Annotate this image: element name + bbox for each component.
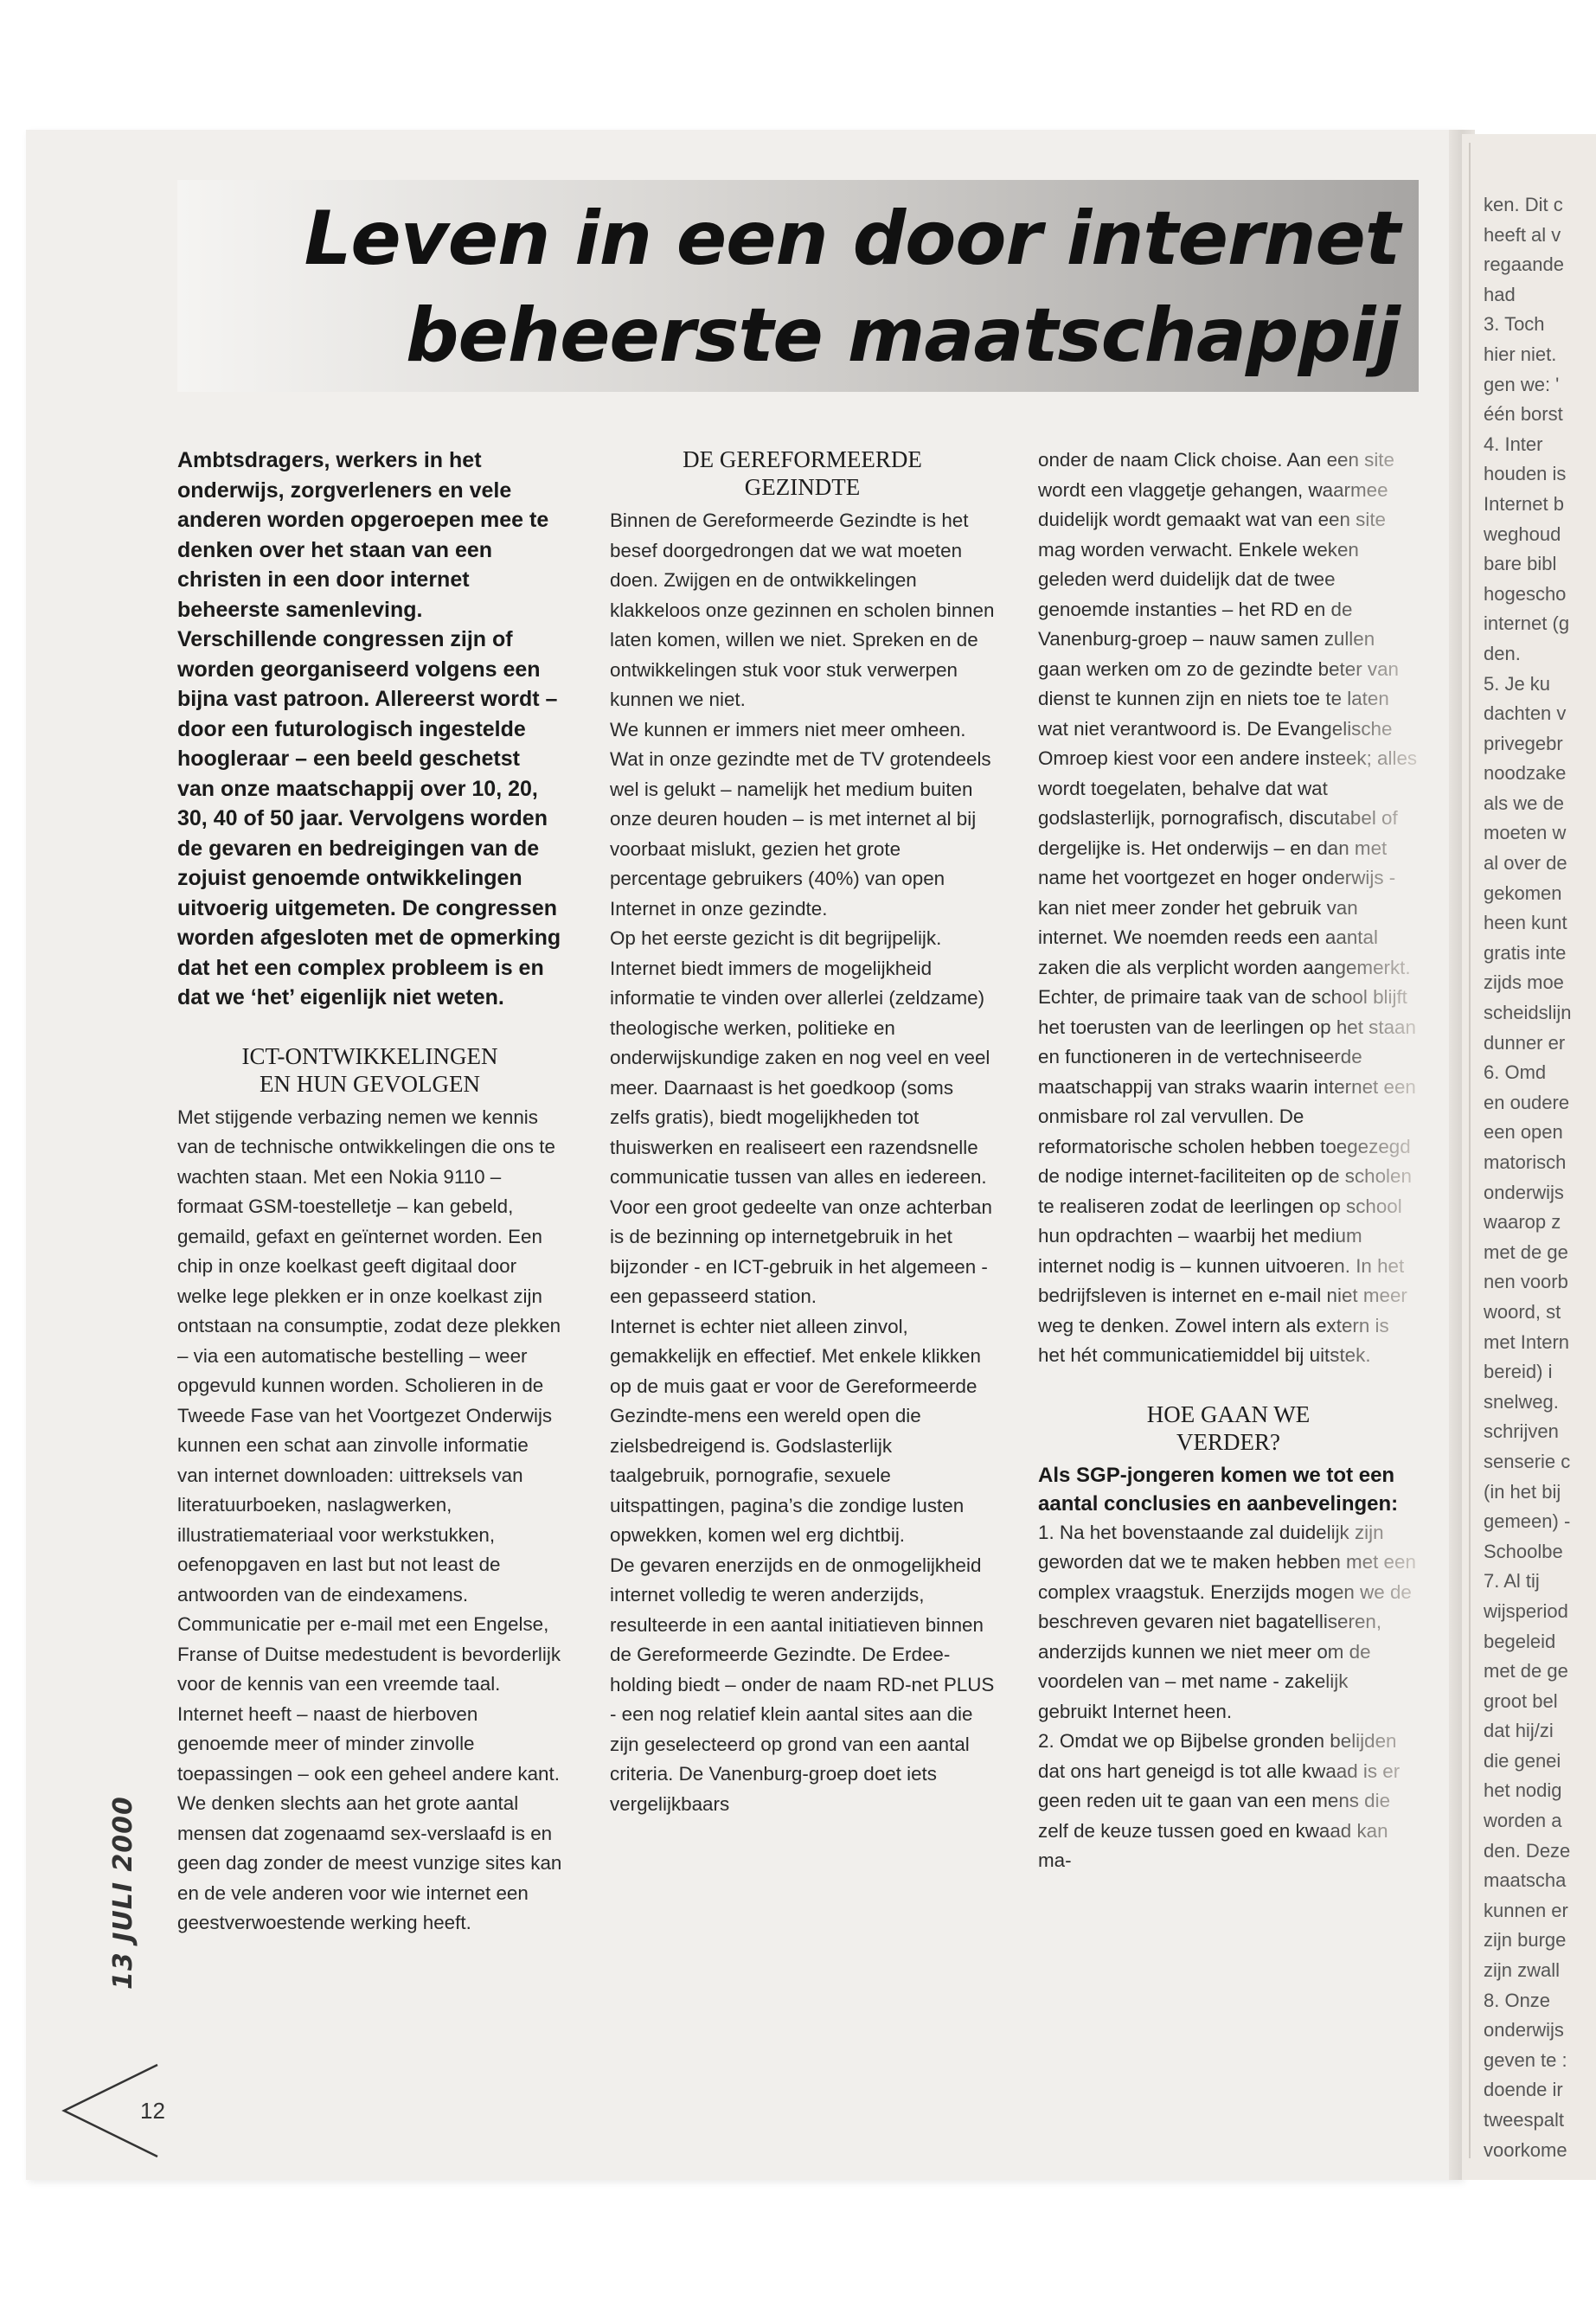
next-page-line: al over de	[1484, 852, 1567, 875]
next-page-line: worden a	[1484, 1810, 1562, 1832]
next-page-line: 4. Inter	[1484, 433, 1543, 455]
paragraph: Op het eerste gezicht is dit begrijpelijk. Internet biedt immers de mogelijkheid informatie te vinden over allerlei (zeldzame) theologische werken, politieke en onderwijskundige zaken en nog veel en veel meer. Daarnaast is het goedkoop (soms zelfs gratis), biedt mogelijkheden tot thuiswerken en realiseert een razendsnelle communicatie tussen van alles en iedereen. Voor een groot gedeelte van onze achterban is de bezinning op internetgebruik in het bijzonder - en ICT-gebruik in het algemeen - een gepasseerd station.	[610, 927, 992, 1307]
title-line-1: Leven in een door internet	[304, 195, 1400, 282]
next-page-line: onderwijs	[1484, 2019, 1564, 2041]
next-page-line: zijds moe	[1484, 971, 1564, 994]
next-page-line: den. Deze	[1484, 1839, 1571, 1862]
issue-date: 13 JULI 2000	[108, 1796, 138, 1990]
next-page-line: scheidslijn	[1484, 1002, 1572, 1024]
next-page-line: met de ge	[1484, 1240, 1568, 1263]
next-page-line: 6. Omd	[1484, 1061, 1547, 1084]
section-heading-ict	[177, 1042, 562, 1098]
next-page-line: heeft al v	[1484, 223, 1561, 246]
next-page-line: had	[1484, 283, 1516, 305]
next-page-line: gratis inte	[1484, 941, 1567, 964]
next-page-line: Schoolbe	[1484, 1540, 1563, 1562]
next-page-line: matorisch	[1484, 1151, 1567, 1173]
column-3	[1038, 445, 1419, 1876]
next-page-line: 8. Onze	[1484, 1989, 1551, 2011]
next-page-line: dunner er	[1484, 1031, 1566, 1054]
next-page-line: snelweg.	[1484, 1390, 1559, 1413]
next-page-line: waarop z	[1484, 1211, 1561, 1234]
page-number: 12	[140, 2098, 165, 2124]
next-page-line: moeten w	[1484, 822, 1567, 844]
section-heading-ict-line-1: ICT-ONTWIKKELINGEN	[241, 1042, 498, 1069]
section-heading-verder	[1038, 1400, 1419, 1456]
column-2	[610, 445, 995, 1819]
next-page-line: als we de	[1484, 792, 1564, 814]
next-page-line: heen kunt	[1484, 912, 1567, 934]
next-page-line: wijsperiod	[1484, 1599, 1568, 1622]
section-heading-gezindte-line-1: DE GEREFORMEERDE	[683, 446, 922, 472]
paragraph: Internet heeft – naast de hierboven genoemde meer of minder zinvolle toepassingen – ook een geheel andere kant. We denken slechts aan het grote aantal mensen dat zogenaamd sex-verslaafd is en geen dag zonder de meest vunzige sites kan en de vele anderen voor wie internet een geestverwoestende werking heeft.	[177, 1702, 562, 1933]
next-page-line: woord, st	[1484, 1300, 1561, 1323]
next-page-line: voorkome	[1484, 2138, 1567, 2161]
next-page-line: gemeen) -	[1484, 1510, 1571, 1533]
next-page-line: privegebr	[1484, 732, 1563, 754]
next-page-line: dachten v	[1484, 702, 1567, 725]
next-page-line: zijn zwall	[1484, 1959, 1561, 1982]
next-page-line: bereid) i	[1484, 1361, 1553, 1383]
section-heading-verder-line-2: VERDER?	[1176, 1428, 1280, 1455]
next-page-line: senserie c	[1484, 1450, 1571, 1472]
next-page-line: groot bel	[1484, 1689, 1558, 1712]
section-heading-ict-line-2: EN HUN GEVOLGEN	[260, 1070, 480, 1097]
next-page-line: en oudere	[1484, 1091, 1570, 1113]
next-page-line: Internet b	[1484, 492, 1564, 515]
next-page-line: die genei	[1484, 1749, 1561, 1772]
next-page-line: één borst	[1484, 403, 1563, 426]
next-page-column	[1484, 190, 1596, 2165]
next-page-line: houden is	[1484, 463, 1567, 485]
next-page-line: dat hij/zi	[1484, 1720, 1554, 1742]
article-lead: Ambtsdragers, werkers in het onderwijs, zorgverleners en vele anderen worden opgeroepen mee te denken over het staan van een christen in een door internet beheerste samenleving. Verschillende congressen zijn of worden georganiseerd volgens een bijna vast patroon. Allereerst wordt – door een futurologisch ingestelde hoogleraar – een beeld geschetst van onze maatschappij over 10, 20, 30, 40 of 50 jaar. Vervolgens worden de gevaren en bedreigingen van de zojuist genoemde ontwikkelingen uitvoerig uitgemeten. De congressen worden afgesloten met de opmerking dat het een complex probleem is en dat we ‘het’ eigenlijk niet weten.	[177, 448, 561, 1009]
next-page-line: het nodig	[1484, 1779, 1562, 1802]
next-page-line: hier niet.	[1484, 343, 1557, 365]
paragraph: We kunnen er immers niet meer omheen. Wat in onze gezindte met de TV grotendeels wel is gelukt – namelijk het medium buiten onze deuren houden – is met internet al bij voorbaat mislukt, gezien het grote percentage gebruikers (40%) van open Internet in onze gezindte.	[610, 718, 991, 920]
next-page-line: internet (g	[1484, 612, 1570, 635]
next-page-line: weghoud	[1484, 522, 1561, 545]
next-page-line: 3. Toch	[1484, 313, 1545, 336]
paragraph: onder de naam Click choise. Aan een site wordt een vlaggetje gehangen, waarmee duidelijk wordt gemaakt wat van een site mag worden verwacht. Enkele weken geleden werd duidelijk dat de twee genoemde instanties – het RD en de Vanenburg-groep – nauw samen zullen gaan werken om zo de gezindte beter van dienst te kunnen zijn en niets toe te laten wat niet verantwoord is. De Evangelische Omroep kiest voor een andere insteek; alles wordt toegelaten, behalve dat wat godslasterlijk, pornografisch, discutabel of dergelijke is. Het onderwijs – en dan met name het voortgezet en hoger onderwijs - kan niet meer zonder het gebruik van internet. We noemden reeds een aantal zaken die als verplicht worden aangemerkt. Echter, de primaire taak van de school blijft het toerusten van de leerlingen op het staan en functioneren in de vertechniseerde maatschappij van straks waarin internet een onmisbare rol zal vervullen. De reformatorische scholen hebben toegezegd de nodige internet-faciliteiten op de scholen te realiseren zodat de leerlingen op school hun opdrachten – waarbij het medium internet nodig is – kunnen uitvoeren. In het bedrijfsleven is internet en e-mail niet meer weg te denken. Zowel intern als extern is het hét communicatiemiddel bij uitstek.	[1038, 445, 1419, 1371]
next-page-line: een open	[1484, 1121, 1563, 1144]
article-title	[177, 180, 1419, 392]
next-page-line: 5. Je ku	[1484, 672, 1551, 695]
next-page-line: onderwijs	[1484, 1181, 1564, 1203]
next-page-line: regaande	[1484, 253, 1564, 276]
next-page-line: begeleid	[1484, 1630, 1556, 1652]
column-1	[177, 445, 562, 1939]
next-page-line: ken. Dit c	[1484, 194, 1563, 215]
next-page-line: den.	[1484, 642, 1521, 664]
next-page-line: met de ge	[1484, 1660, 1568, 1682]
next-page-line: noodzake	[1484, 762, 1567, 785]
title-line-2: beheerste maatschappij	[405, 292, 1400, 379]
next-page-line: bare bibl	[1484, 553, 1557, 575]
section-heading-verder-line-1: HOE GAAN WE	[1146, 1400, 1311, 1427]
next-page-line: schrijven	[1484, 1420, 1559, 1443]
next-page-line: 7. Al tij	[1484, 1570, 1540, 1593]
paragraph: 2. Omdat we op Bijbelse gronden belijden dat ons hart geneigd is tot alle kwaad is er geen reden uit te gaan van een mens die zelf de keuze tussen goed en kwaad kan ma-	[1038, 1727, 1419, 1876]
next-page-line: doende ir	[1484, 2079, 1563, 2101]
next-page-line: hogescho	[1484, 582, 1567, 605]
paragraph: Internet is echter niet alleen zinvol, gemakkelijk en effectief. Met enkele klikken op de muis gaat er voor de Gereformeerde Gezindte-mens een wereld open die zielsbedreigend is. Godslasterlijk taalgebruik, pornografie, sexuele uitspattingen, pagina’s die zondige lusten opwekken, komen wel erg dichtbij.	[610, 1315, 981, 1546]
section-lead: Als SGP-jongeren komen we tot een aantal conclusies en aanbevelingen:	[1038, 1463, 1399, 1516]
next-page-line: tweespalt	[1484, 2109, 1564, 2131]
next-page-edge	[1469, 143, 1471, 2158]
next-page-line: nen voorb	[1484, 1271, 1568, 1293]
next-page-line: maatscha	[1484, 1869, 1567, 1892]
next-page-line: gekomen	[1484, 881, 1562, 904]
next-page-line: gen we: '	[1484, 373, 1560, 395]
section-heading-gezindte-line-2: GEZINDTE	[744, 474, 861, 500]
next-page-line: met Intern	[1484, 1330, 1570, 1353]
next-page-line: zijn burge	[1484, 1929, 1567, 1952]
section-heading-gezindte	[610, 445, 995, 501]
paragraph: Binnen de Gereformeerde Gezindte is het besef doorgedrongen dat we wat moeten doen. Zwijgen en de ontwikkelingen klakkeloos onze gezinnen en scholen binnen laten komen, willen we niet. Spreken en de ontwikkelingen stuk voor stuk verwerpen kunnen we niet.	[610, 510, 995, 710]
next-page-line: kunnen er	[1484, 1899, 1568, 1921]
next-page-line: geven te :	[1484, 2048, 1567, 2071]
paragraph: Met stijgende verbazing nemen we kennis van de technische ontwikkelingen die ons te wachten staan. Met een Nokia 9110 – formaat GSM-toestelletje – kan gebeld, gemaild, gefaxt en geïnternet worden. Een chip in onze koelkast geeft digitaal door welke lege plekken er in onze koelkast zijn ontstaan na consumptie, zodat deze plekken – via een automatische bestelling – weer opgevuld kunnen worden. Scholieren in de Tweede Fase van het Voortgezet Onderwijs kunnen een schat aan zinvolle informatie van internet downloaden: uittreksels van literatuurboeken, naslagwerken, illustratiemateriaal voor werkstukken, oefenopgaven en last but not least de antwoorden van de eindexamens. Communicatie per e-mail met een Engelse, Franse of Duitse medestudent is bevorderlijk voor de kennis van een vreemde taal.	[177, 1106, 561, 1695]
next-page-line: (in het bij	[1484, 1480, 1561, 1503]
paragraph: 1. Na het bovenstaande zal duidelijk zijn geworden dat we te maken hebben met een complex vraagstuk. Enerzijds mogen we de beschreven gevaren niet bagatelliseren, anderzijds kunnen we niet meer om de voordelen van – met name - zakelijk gebruikt Internet heen.	[1038, 1518, 1419, 1727]
paragraph: De gevaren enerzijds en de onmogelijkheid internet volledig te weren anderzijds, resulteerde in een aantal initiatieven binnen de Gereformeerde Gezindte. De Erdee-holding biedt – onder de naam RD-net PLUS - een nog relatief klein aantal sites aan die zijn geselecteerd op grond van een aantal criteria. De Vanenburg-groep doet iets vergelijkbaars	[610, 1554, 995, 1815]
